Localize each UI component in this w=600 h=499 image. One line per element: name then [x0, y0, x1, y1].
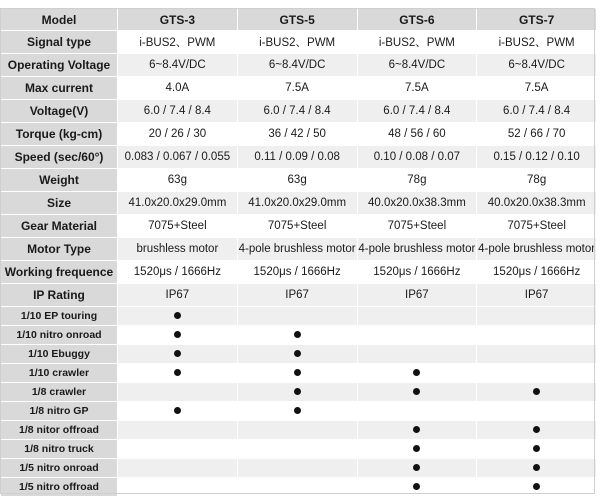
spec-value: 0.10 / 0.08 / 0.07	[357, 146, 477, 169]
spec-value: 41.0x20.0x29.0mm	[237, 192, 357, 215]
application-cell	[357, 459, 477, 478]
filled-dot-icon	[533, 426, 540, 433]
filled-dot-icon	[533, 464, 540, 471]
filled-dot-icon	[294, 369, 301, 376]
spec-row	[1, 261, 597, 284]
spec-value: 6~8.4V/DC	[477, 54, 597, 77]
spec-value: 40.0x20.0x38.3mm	[477, 192, 597, 215]
spec-label: Weight	[1, 169, 118, 192]
spec-value: IP67	[237, 284, 357, 307]
table-body	[1, 31, 597, 497]
spec-value: 0.11 / 0.09 / 0.08	[237, 146, 357, 169]
spec-row	[1, 192, 597, 215]
filled-dot-icon	[174, 312, 181, 319]
spec-value: i-BUS2、PWM	[357, 31, 477, 54]
filled-dot-icon	[174, 369, 181, 376]
spec-value: 1520μs / 1666Hz	[118, 261, 238, 284]
spec-label: Voltage(V)	[1, 100, 118, 123]
spec-value: 4-pole brushless motor	[237, 238, 357, 261]
application-label: 1/10 EP touring	[1, 307, 118, 326]
spec-row	[1, 77, 597, 100]
spec-value: 36 / 42 / 50	[237, 123, 357, 146]
application-cell	[357, 326, 477, 345]
filled-dot-icon	[413, 369, 420, 376]
filled-dot-icon	[294, 388, 301, 395]
spec-value: 7.5A	[237, 77, 357, 100]
spec-value: 7075+Steel	[357, 215, 477, 238]
spec-label: Torque (kg-cm)	[1, 123, 118, 146]
filled-dot-icon	[533, 445, 540, 452]
application-cell	[118, 478, 238, 497]
spec-value: IP67	[118, 284, 238, 307]
application-row	[1, 440, 597, 459]
application-row	[1, 459, 597, 478]
spec-value: 6~8.4V/DC	[118, 54, 238, 77]
filled-dot-icon	[294, 350, 301, 357]
application-cell	[477, 459, 597, 478]
filled-dot-icon	[413, 464, 420, 471]
application-cell	[237, 345, 357, 364]
spec-value: 6.0 / 7.4 / 8.4	[237, 100, 357, 123]
spec-value: 7.5A	[477, 77, 597, 100]
application-label: 1/5 nitro offroad	[1, 478, 118, 497]
spec-row	[1, 31, 597, 54]
application-cell	[118, 364, 238, 383]
application-row	[1, 421, 597, 440]
filled-dot-icon	[174, 350, 181, 357]
application-cell	[477, 307, 597, 326]
spec-value: 78g	[477, 169, 597, 192]
application-cell	[357, 402, 477, 421]
filled-dot-icon	[413, 445, 420, 452]
application-cell	[237, 326, 357, 345]
spec-label: IP Rating	[1, 284, 118, 307]
spec-value: i-BUS2、PWM	[477, 31, 597, 54]
spec-value: 1520μs / 1666Hz	[237, 261, 357, 284]
application-cell	[357, 383, 477, 402]
application-cell	[357, 478, 477, 497]
spec-row	[1, 238, 597, 261]
application-row	[1, 364, 597, 383]
filled-dot-icon	[174, 407, 181, 414]
application-label: 1/10 nitro onroad	[1, 326, 118, 345]
application-label: 1/8 nitro GP	[1, 402, 118, 421]
spec-value: IP67	[357, 284, 477, 307]
spec-value: 6.0 / 7.4 / 8.4	[357, 100, 477, 123]
spec-value: brushless motor	[118, 238, 238, 261]
filled-dot-icon	[413, 483, 420, 490]
spec-value: 1520μs / 1666Hz	[357, 261, 477, 284]
header-gts-7: GTS-7	[477, 9, 597, 31]
spec-label: Operating Voltage	[1, 54, 118, 77]
application-cell	[118, 326, 238, 345]
application-cell	[118, 383, 238, 402]
application-cell	[237, 383, 357, 402]
spec-value: 41.0x20.0x29.0mm	[118, 192, 238, 215]
spec-value: 6~8.4V/DC	[357, 54, 477, 77]
spec-value: 63g	[237, 169, 357, 192]
application-cell	[118, 440, 238, 459]
filled-dot-icon	[294, 407, 301, 414]
application-cell	[118, 345, 238, 364]
application-label: 1/8 nitro truck	[1, 440, 118, 459]
application-cell	[357, 421, 477, 440]
spec-value: 0.083 / 0.067 / 0.055	[118, 146, 238, 169]
spec-value: 48 / 56 / 60	[357, 123, 477, 146]
application-cell	[357, 440, 477, 459]
header-gts-5: GTS-5	[237, 9, 357, 31]
application-cell	[477, 326, 597, 345]
application-cell	[118, 402, 238, 421]
application-cell	[477, 440, 597, 459]
filled-dot-icon	[533, 388, 540, 395]
spec-value: 78g	[357, 169, 477, 192]
application-cell	[118, 307, 238, 326]
filled-dot-icon	[413, 426, 420, 433]
application-cell	[477, 345, 597, 364]
application-cell	[477, 402, 597, 421]
application-cell	[237, 459, 357, 478]
application-cell	[357, 345, 477, 364]
spec-value: 4-pole brushless motor	[357, 238, 477, 261]
spec-value: 6~8.4V/DC	[237, 54, 357, 77]
application-cell	[357, 364, 477, 383]
application-label: 1/8 crawler	[1, 383, 118, 402]
spec-value: 7.5A	[357, 77, 477, 100]
application-label: 1/8 nitor offroad	[1, 421, 118, 440]
spec-row	[1, 169, 597, 192]
filled-dot-icon	[413, 388, 420, 395]
header-model: Model	[1, 9, 118, 31]
spec-value: 20 / 26 / 30	[118, 123, 238, 146]
application-cell	[477, 421, 597, 440]
spec-label: Size	[1, 192, 118, 215]
header-gts-3: GTS-3	[118, 9, 238, 31]
spec-label: Motor Type	[1, 238, 118, 261]
application-label: 1/10 crawler	[1, 364, 118, 383]
application-cell	[477, 383, 597, 402]
application-cell	[477, 478, 597, 497]
spec-value: i-BUS2、PWM	[118, 31, 238, 54]
spec-row	[1, 284, 597, 307]
spec-label: Gear Material	[1, 215, 118, 238]
spec-value: i-BUS2、PWM	[237, 31, 357, 54]
spec-row	[1, 215, 597, 238]
servo-spec-table	[0, 8, 597, 497]
spec-row	[1, 123, 597, 146]
application-cell	[237, 421, 357, 440]
spec-value: 52 / 66 / 70	[477, 123, 597, 146]
application-row	[1, 402, 597, 421]
application-label: 1/10 Ebuggy	[1, 345, 118, 364]
spec-value: 40.0x20.0x38.3mm	[357, 192, 477, 215]
application-row	[1, 478, 597, 497]
application-row	[1, 383, 597, 402]
spec-value: 0.15 / 0.12 / 0.10	[477, 146, 597, 169]
spec-value: 6.0 / 7.4 / 8.4	[477, 100, 597, 123]
application-cell	[237, 307, 357, 326]
application-row	[1, 307, 597, 326]
application-cell	[477, 364, 597, 383]
application-row	[1, 345, 597, 364]
spec-value: 4.0A	[118, 77, 238, 100]
filled-dot-icon	[294, 331, 301, 338]
spec-label: Max current	[1, 77, 118, 100]
application-cell	[357, 307, 477, 326]
spec-label: Signal type	[1, 31, 118, 54]
filled-dot-icon	[533, 483, 540, 490]
spec-value: IP67	[477, 284, 597, 307]
spec-value: 7075+Steel	[237, 215, 357, 238]
spec-value: 63g	[118, 169, 238, 192]
spec-row	[1, 146, 597, 169]
application-cell	[237, 440, 357, 459]
application-cell	[118, 459, 238, 478]
application-row	[1, 326, 597, 345]
spec-value: 7075+Steel	[477, 215, 597, 238]
spec-label: Speed (sec/60°)	[1, 146, 118, 169]
application-cell	[118, 421, 238, 440]
filled-dot-icon	[174, 331, 181, 338]
spec-value: 6.0 / 7.4 / 8.4	[118, 100, 238, 123]
spec-value: 7075+Steel	[118, 215, 238, 238]
spec-row	[1, 100, 597, 123]
spec-label: Working frequence	[1, 261, 118, 284]
header-row	[1, 9, 597, 31]
spec-row	[1, 54, 597, 77]
application-cell	[237, 478, 357, 497]
application-cell	[237, 364, 357, 383]
application-cell	[237, 402, 357, 421]
spec-value: 4-pole brushless motor	[477, 238, 597, 261]
application-label: 1/5 nitro onroad	[1, 459, 118, 478]
spec-value: 1520μs / 1666Hz	[477, 261, 597, 284]
header-gts-6: GTS-6	[357, 9, 477, 31]
